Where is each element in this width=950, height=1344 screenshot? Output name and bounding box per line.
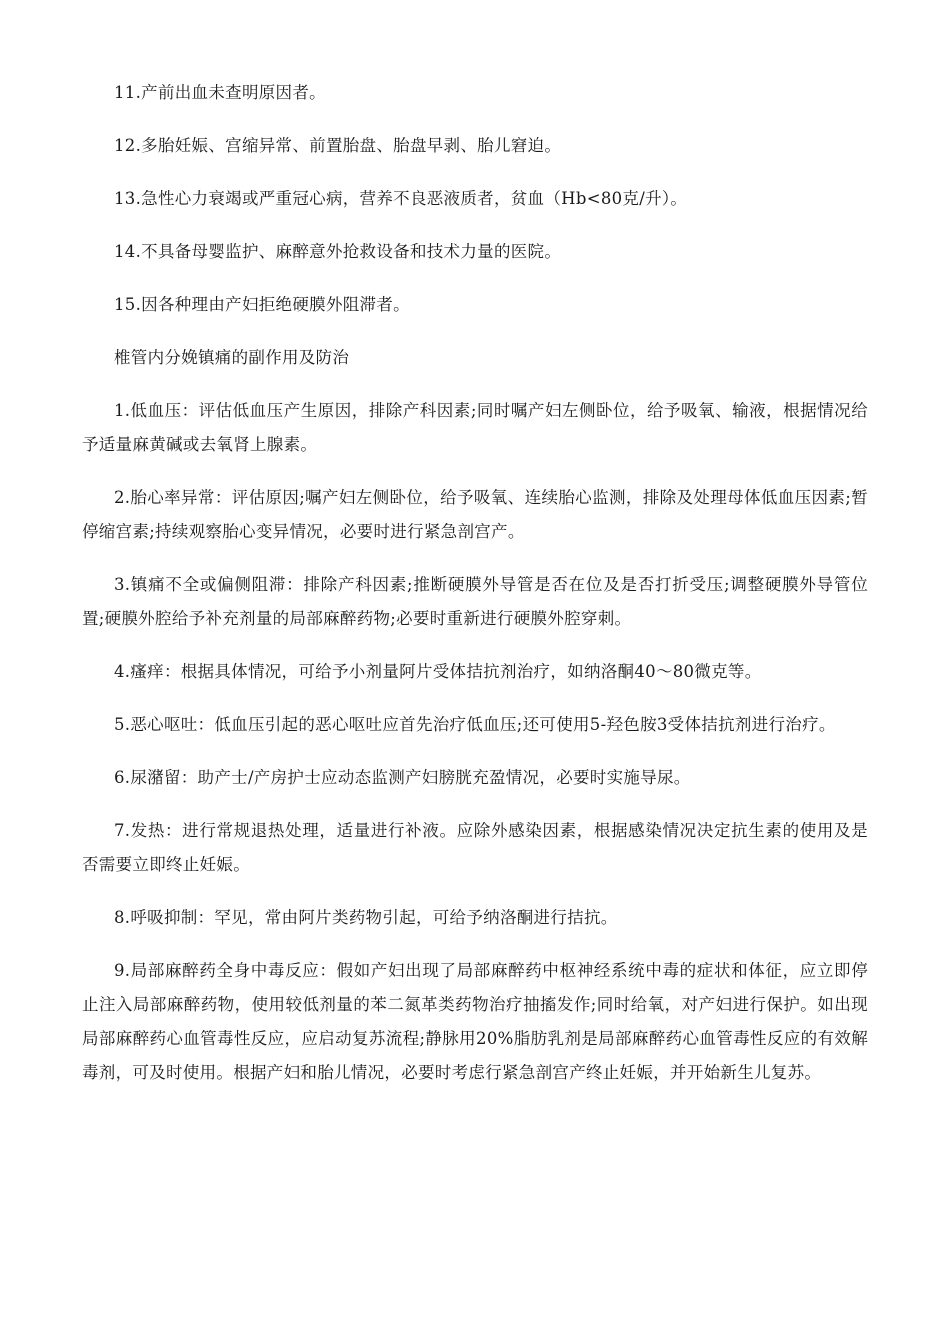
side-effect-urinary-retention: 6.尿潴留：助产士/产房护士应动态监测产妇膀胱充盈情况，必要时实施导尿。 xyxy=(114,768,691,787)
paragraph-item-15: 15.因各种理由产妇拒绝硬膜外阻滞者。 xyxy=(114,295,410,314)
paragraph-item-13: 13.急性心力衰竭或严重冠心病，营养不良恶液质者，贫血（Hb<80克/升）。 xyxy=(114,189,688,208)
section-heading: 椎管内分娩镇痛的副作用及防治 xyxy=(114,348,350,367)
side-effect-local-anesthetic-toxicity: 9.局部麻醉药全身中毒反应：假如产妇出现了局部麻醉药中枢神经系统中毒的症状和体征，应立即停止注入局部麻醉药物，使用较低剂量的苯二氮革类药物治疗抽搐发作;同时给氧，对产妇进行保护。如出现局部麻醉药心血管毒性反应，应启动复苏流程;静脉用20%脂肪乳剂是局部麻醉药心血管毒性反应的有效解毒剂，可及时使用。根据产妇和胎儿情况，必要时考虑行紧急剖宫产终止妊娠，并开始新生儿复苏。 xyxy=(82,961,868,1082)
paragraph-item-11: 11.产前出血未查明原因者。 xyxy=(114,83,326,102)
side-effect-incomplete-analgesia: 3.镇痛不全或偏侧阻滞：排除产科因素;推断硬膜外导管是否在位及是否打折受压;调整硬膜外导管位置;硬膜外腔给予补充剂量的局部麻醉药物;必要时重新进行硬膜外腔穿刺。 xyxy=(82,575,868,628)
paragraph-item-14: 14.不具备母婴监护、麻醉意外抢救设备和技术力量的医院。 xyxy=(114,242,562,261)
side-effect-hypotension: 1.低血压：评估低血压产生原因，排除产科因素;同时嘱产妇左侧卧位，给予吸氧、输液，根据情况给予适量麻黄碱或去氧肾上腺素。 xyxy=(82,401,868,454)
side-effect-nausea-vomiting: 5.恶心呕吐：低血压引起的恶心呕吐应首先治疗低血压;还可使用5-羟色胺3受体拮抗剂进行治疗。 xyxy=(114,715,836,734)
side-effect-respiratory-depression: 8.呼吸抑制：罕见，常由阿片类药物引起，可给予纳洛酮进行拮抗。 xyxy=(114,908,618,927)
document-page xyxy=(82,76,868,1109)
side-effect-fever: 7.发热：进行常规退热处理，适量进行补液。应除外感染因素，根据感染情况决定抗生素的使用及是否需要立即终止妊娠。 xyxy=(82,821,868,874)
paragraph-item-12: 12.多胎妊娠、宫缩异常、前置胎盘、胎盘早剥、胎儿窘迫。 xyxy=(114,136,562,155)
side-effect-pruritus: 4.瘙痒：根据具体情况，可给予小剂量阿片受体拮抗剂治疗，如纳洛酮40～80微克等。 xyxy=(114,662,762,681)
side-effect-fetal-heart-rate: 2.胎心率异常：评估原因;嘱产妇左侧卧位，给予吸氧、连续胎心监测，排除及处理母体低血压因素;暂停缩宫素;持续观察胎心变异情况，必要时进行紧急剖宫产。 xyxy=(82,488,868,541)
